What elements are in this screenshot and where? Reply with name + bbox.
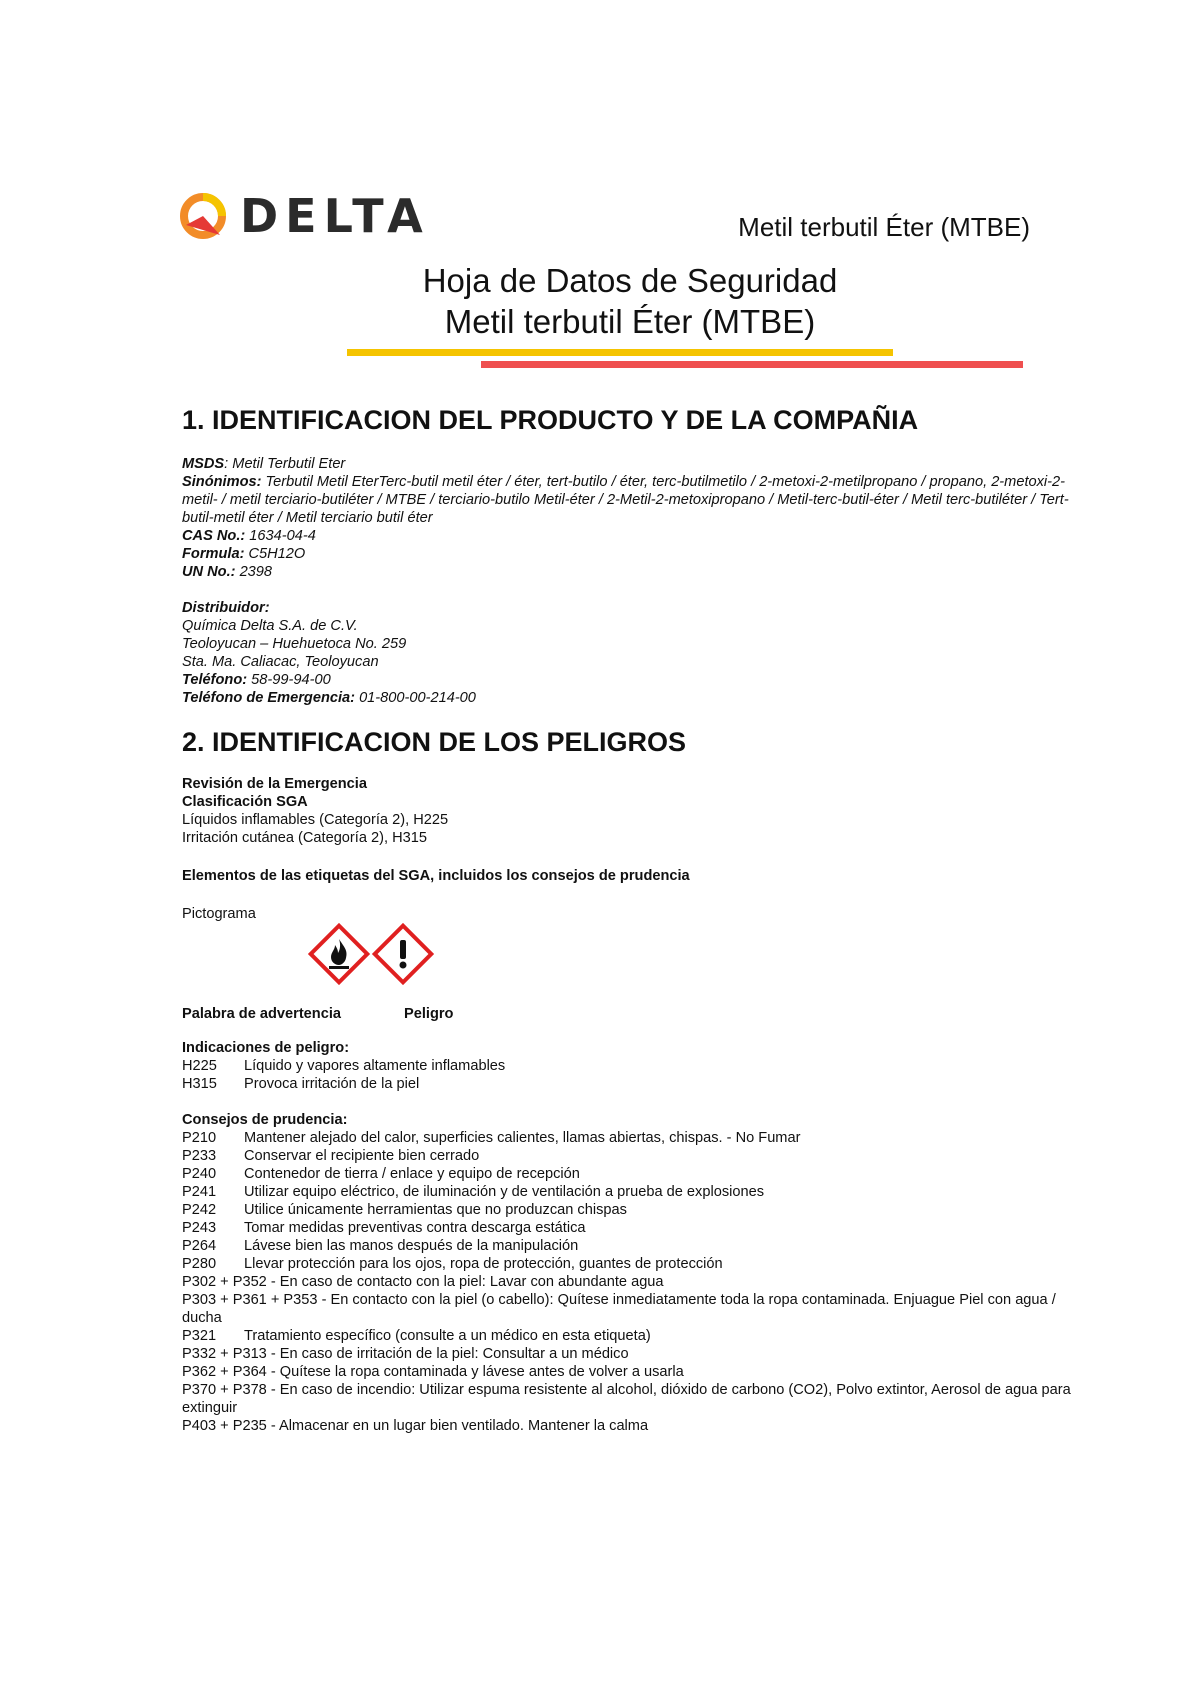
ghs-pictograms	[308, 923, 434, 985]
synonyms-label: Sinónimos:	[182, 474, 262, 490]
precaution-text: Utilizar equipo eléctrico, de iluminación y de ventilación a prueba de explosiones	[244, 1184, 765, 1200]
precaution-text: Mantener alejado del calor, superficies calientes, llamas abiertas, chispas. - No Fumar	[244, 1130, 801, 1146]
un-label: UN No.:	[182, 564, 236, 580]
header-product-name: Metil terbutil Éter (MTBE)	[738, 212, 1030, 242]
signal-word-label: Palabra de advertencia	[182, 1006, 341, 1022]
precautionary-statements	[182, 1111, 1082, 1435]
hazard-row	[182, 1057, 1082, 1075]
emergency-phone-line	[182, 689, 1082, 707]
precaution-text: Llevar protección para los ojos, ropa de protección, guantes de protección	[244, 1256, 723, 1272]
precaution-row	[182, 1165, 1082, 1183]
precaution-heading: Consejos de prudencia:	[182, 1112, 348, 1128]
distributor-label: Distribuidor:	[182, 600, 270, 616]
company-logo	[180, 188, 430, 244]
emergency-review-label: Revisión de la Emergencia	[182, 776, 367, 792]
msds-value: : Metil Terbutil Eter	[224, 456, 346, 472]
hazard-text: Líquido y vapores altamente inflamables	[244, 1058, 506, 1074]
cas-label: CAS No.:	[182, 528, 246, 544]
hazard-row	[182, 1075, 1082, 1093]
precaution-row	[182, 1201, 1082, 1219]
precaution-text: Tomar medidas preventivas contra descarga estática	[244, 1220, 586, 1236]
precaution-combined: P332 + P313 - En caso de irritación de la piel: Consultar a un médico	[182, 1346, 629, 1362]
cas-line	[182, 527, 1082, 545]
logo-text: DELTA	[240, 189, 430, 243]
precaution-text: Contenedor de tierra / enlace y equipo de recepción	[244, 1166, 580, 1182]
classification-2: Irritación cutánea (Categoría 2), H315	[182, 830, 427, 846]
flame-icon	[308, 923, 370, 985]
title-line-2: Metil terbutil Éter (MTBE)	[444, 303, 816, 340]
document-title	[330, 260, 930, 342]
hazard-statements	[182, 1039, 1082, 1093]
precaution-row	[182, 1129, 1082, 1147]
msds-label: MSDS	[182, 456, 225, 472]
hazard-code: H315	[182, 1076, 217, 1092]
precaution-combined: P370 + P378 - En caso de incendio: Utilizar espuma resistente al alcohol, dióxido de carbono (CO2), Polvo extintor, Aerosol de agua para extinguir	[182, 1382, 1071, 1416]
label-elements-heading: Elementos de las etiquetas del SGA, incluidos los consejos de prudencia	[182, 868, 690, 884]
hazard-code: H225	[182, 1058, 217, 1074]
precaution-combined: P302 + P352 - En caso de contacto con la piel: Lavar con abundante agua	[182, 1274, 664, 1290]
signal-word-row	[182, 1006, 454, 1022]
precaution-code: P242	[182, 1202, 217, 1218]
precaution-combined: P303 + P361 + P353 - En contacto con la piel (o cabello): Quítese inmediatamente toda la ropa contaminada. Enjuague Piel con agua / ducha	[182, 1292, 1056, 1326]
distributor-city: Sta. Ma. Caliacac, Teoloyucan	[182, 654, 379, 670]
signal-word: Peligro	[404, 1006, 454, 1022]
formula-line	[182, 545, 1082, 563]
synonyms-line	[182, 473, 1082, 527]
emergency-phone-value: 01-800-00-214-00	[355, 690, 476, 706]
precaution-row	[182, 1237, 1082, 1255]
precaution-code: P280	[182, 1256, 217, 1272]
precaution-row	[182, 1183, 1082, 1201]
distributor-block	[182, 599, 1082, 707]
hazard-heading: Indicaciones de peligro:	[182, 1040, 350, 1056]
formula-label: Formula:	[182, 546, 245, 562]
precaution-row	[182, 1255, 1082, 1273]
precaution-text: Lávese bien las manos después de la manipulación	[244, 1238, 579, 1254]
precaution-row	[182, 1327, 1082, 1345]
section-2-heading: 2. IDENTIFICACION DE LOS PELIGROS	[182, 727, 687, 757]
synonyms-value: Terbutil Metil EterTerc-butil metil éter / éter, tert-butilo / éter, terc-butilmetilo / 2-metoxi-2-metilpropano / propano, 2-metoxi-2-metil- / metil terciario-butiléter / MTBE / terciario-butilo Metil-éter / 2-Metil-2-metoxipropano / Metil-terc-butil-éter / Metil terc-butiléter / Tert-butil-metil éter / Metil terciario butil éter	[182, 474, 1069, 526]
precaution-combined: P362 + P364 - Quítese la ropa contaminada y lávese antes de volver a usarla	[182, 1364, 684, 1380]
exclamation-icon	[372, 923, 434, 985]
precaution-combined: P403 + P235 - Almacenar en un lugar bien ventilado. Mantener la calma	[182, 1418, 649, 1434]
sga-classification	[182, 775, 1082, 847]
precaution-code: P210	[182, 1130, 217, 1146]
precaution-text: Tratamiento específico (consulte a un médico en esta etiqueta)	[244, 1328, 651, 1344]
phone-line	[182, 671, 1082, 689]
phone-value: 58-99-94-00	[247, 672, 331, 688]
title-line-1: Hoja de Datos de Seguridad	[422, 262, 838, 299]
sga-label: Clasificación SGA	[182, 794, 308, 810]
precaution-code: P243	[182, 1220, 217, 1236]
distributor-address: Teoloyucan – Huehuetoca No. 259	[182, 636, 407, 652]
precaution-code: P264	[182, 1238, 217, 1254]
classification-1: Líquidos inflamables (Categoría 2), H225	[182, 812, 449, 828]
yellow-divider	[347, 349, 893, 356]
hazard-text: Provoca irritación de la piel	[244, 1076, 420, 1092]
red-divider	[481, 361, 1023, 368]
precaution-code: P233	[182, 1148, 217, 1164]
section-1-heading: 1. IDENTIFICACION DEL PRODUCTO Y DE LA COMPAÑIA	[182, 405, 919, 435]
precaution-code: P241	[182, 1184, 217, 1200]
emergency-phone-label: Teléfono de Emergencia:	[182, 690, 356, 706]
cas-value: 1634-04-4	[245, 528, 316, 544]
precaution-row	[182, 1147, 1082, 1165]
msds-line	[182, 455, 1082, 473]
un-line	[182, 563, 1082, 581]
logo-mark-icon	[180, 193, 226, 239]
precaution-text: Utilice únicamente herramientas que no produzcan chispas	[244, 1202, 627, 1218]
product-identification	[182, 455, 1082, 581]
precaution-text: Conservar el recipiente bien cerrado	[244, 1148, 480, 1164]
precaution-row	[182, 1219, 1082, 1237]
pictogram-label: Pictograma	[182, 906, 256, 922]
precaution-code: P240	[182, 1166, 217, 1182]
phone-label: Teléfono:	[182, 672, 248, 688]
precaution-code: P321	[182, 1328, 217, 1344]
distributor-name: Química Delta S.A. de C.V.	[182, 618, 358, 634]
un-value: 2398	[235, 564, 273, 580]
formula-value: C5H12O	[244, 546, 306, 562]
